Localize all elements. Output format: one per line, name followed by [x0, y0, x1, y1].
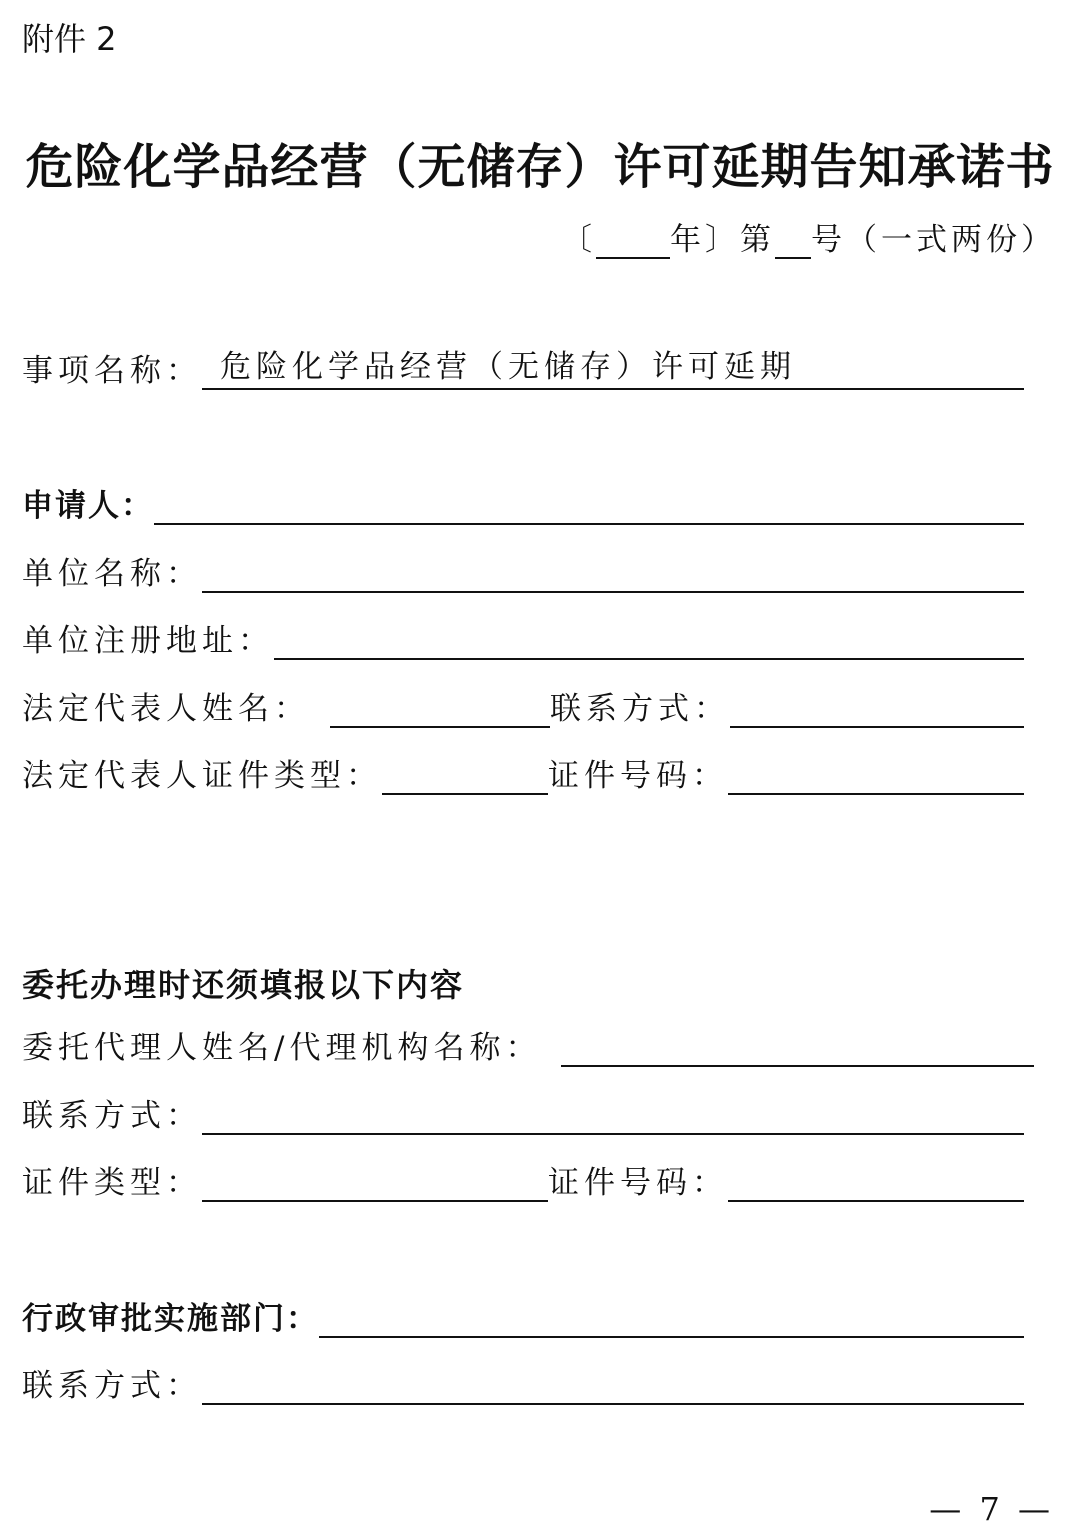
item-name-row [22, 350, 1024, 390]
reg-address-field[interactable] [274, 626, 1024, 660]
legal-rep-id-number-label: 证件号码： [548, 758, 728, 794]
authority-contact-label: 联系方式： [22, 1368, 202, 1404]
org-name-field[interactable] [202, 559, 1024, 593]
org-name-row [22, 553, 1024, 593]
doc-number-year-suffix: 年〕第 [670, 222, 775, 258]
authority-row [22, 1298, 1024, 1338]
legal-rep-id-number-field[interactable] [728, 761, 1024, 795]
legal-rep-row [22, 688, 1024, 728]
agent-contact-field[interactable] [202, 1101, 1024, 1135]
applicant-row [22, 485, 1024, 525]
org-name-label: 单位名称： [22, 556, 202, 592]
legal-rep-id-type-field[interactable] [382, 761, 548, 795]
agent-contact-row [22, 1095, 1024, 1135]
agent-id-number-label: 证件号码： [548, 1165, 728, 1201]
agent-name-row [22, 1027, 1034, 1067]
agent-section-heading: 委托办理时还须填报以下内容 [22, 966, 465, 1004]
item-name-value: 危险化学品经营（无储存）许可延期 [220, 349, 796, 385]
year-blank[interactable] [596, 227, 670, 259]
legal-rep-id-row [22, 755, 1024, 795]
agent-id-type-field[interactable] [202, 1168, 548, 1202]
authority-heading: 行政审批实施部门： [22, 1301, 319, 1337]
doc-number-open: 〔 [561, 222, 596, 258]
agent-name-field[interactable] [561, 1033, 1034, 1067]
reg-address-label: 单位注册地址： [22, 623, 274, 659]
agent-contact-label: 联系方式： [22, 1098, 202, 1134]
legal-rep-contact-label: 联系方式： [550, 691, 730, 727]
agent-id-number-field[interactable] [728, 1168, 1024, 1202]
agent-name-label: 委托代理人姓名/代理机构名称： [22, 1030, 542, 1066]
attachment-label: 附件 2 [22, 20, 117, 58]
agent-id-row [22, 1162, 1024, 1202]
authority-field[interactable] [319, 1304, 1024, 1338]
document-title: 危险化学品经营（无储存）许可延期告知承诺书 [25, 139, 1055, 195]
agent-id-type-label: 证件类型： [22, 1165, 202, 1201]
legal-rep-name-field[interactable] [330, 694, 550, 728]
doc-number-suffix: 号（一式两份） [811, 222, 1056, 258]
page-number: — 7 — [929, 1490, 1054, 1528]
legal-rep-name-label: 法定代表人姓名： [22, 691, 310, 727]
applicant-field[interactable] [154, 491, 1024, 525]
reg-address-row [22, 620, 1024, 660]
applicant-heading: 申请人： [22, 488, 154, 524]
item-name-field[interactable] [202, 349, 1024, 390]
authority-contact-row [22, 1365, 1024, 1405]
authority-contact-field[interactable] [202, 1371, 1024, 1405]
item-name-label: 事项名称： [22, 353, 202, 389]
legal-rep-contact-field[interactable] [730, 694, 1024, 728]
legal-rep-id-type-label: 法定代表人证件类型： [22, 758, 382, 794]
number-blank[interactable] [775, 227, 811, 259]
document-number [561, 214, 1056, 259]
